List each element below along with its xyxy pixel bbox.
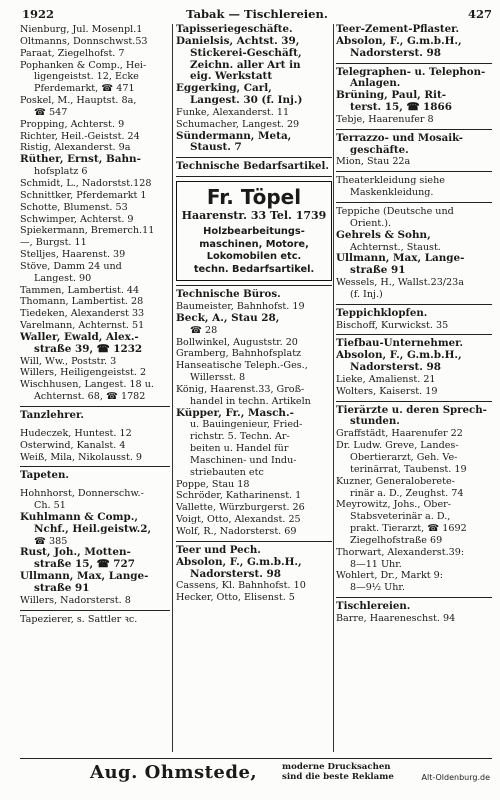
directory-entry: 8—9½ Uhr. <box>350 582 405 594</box>
directory-entry: Teppiche (Deutsche und <box>336 205 454 217</box>
directory-entry: Bollwinkel, Auguststr. 20 <box>176 336 298 348</box>
directory-entry: straße 39, ☎ 1232 <box>34 343 143 355</box>
directory-entry: Gramberg, Bahnhofsplatz <box>176 348 302 360</box>
section-heading: Technische Büros. <box>176 289 281 301</box>
directory-entry: Cassens, Kl. Bahnhofst. 10 <box>176 580 306 592</box>
directory-entry: Staust. 7 <box>190 142 242 154</box>
directory-entry: Poppe, Stau 18 <box>176 478 250 490</box>
directory-entry: Maschinen- und Indu- <box>190 454 297 466</box>
directory-entry: Schwimper, Achterst. 9 <box>20 213 134 225</box>
directory-entry: Willers, Nadorsterst. 8 <box>20 594 131 606</box>
footer-slogan-line: moderne Drucksachen <box>282 762 391 772</box>
column-middle <box>176 24 332 604</box>
directory-entry: Willersst. 8 <box>190 372 246 384</box>
directory-entry: Küpper, Fr., Masch.- <box>176 407 294 419</box>
page-header <box>22 6 492 22</box>
section-heading: geschäfte. <box>350 144 409 156</box>
column-divider <box>172 24 173 752</box>
directory-entry: Paraat, Ziegelhofst. 7 <box>20 47 125 59</box>
directory-entry: Brüning, Paul, Rit- <box>336 90 447 102</box>
section-heading: Tischlereien. <box>336 601 411 613</box>
directory-entry: Ullmann, Max, Lange- <box>336 253 465 265</box>
section-rule <box>336 597 492 598</box>
section-rule <box>336 304 492 305</box>
section-heading: Tierärzte u. deren Sprech- <box>336 404 487 416</box>
directory-entry: Eggerking, Carl, <box>176 83 272 95</box>
section-rule <box>176 541 332 542</box>
page-number: 427 <box>467 7 492 21</box>
directory-entry: striebauten etc <box>190 466 264 478</box>
section-heading: stunden. <box>350 416 400 428</box>
section-heading: Teppichklopfen. <box>336 307 428 319</box>
directory-entry: Absolon, F., G.m.b.H., <box>336 35 462 47</box>
directory-entry: Stelljes, Haarenst. 39 <box>20 249 126 261</box>
section-heading: Teer und Pech. <box>176 544 261 556</box>
directory-entry: Kuhlmann & Comp., <box>20 511 139 523</box>
directory-entry: Nadorsterst. 98 <box>350 47 441 59</box>
directory-entry: Beck, A., Stau 28, <box>176 312 280 324</box>
directory-entry: Hanseatische Teleph.-Ges., <box>176 360 308 372</box>
section-heading: Anlagen. <box>350 78 401 90</box>
directory-entry: Propping, Achterst. 9 <box>20 118 125 130</box>
directory-entry: Schotte, Blumenst. 53 <box>20 201 128 213</box>
directory-entry: hofsplatz 6 <box>34 166 88 178</box>
page-title: Tabak — Tischlereien. <box>186 7 328 21</box>
directory-entry: Lieke, Amalienst. 21 <box>336 373 436 385</box>
directory-entry: terst. 15, ☎ 1866 <box>350 102 452 114</box>
footer-slogan <box>282 762 394 782</box>
directory-entry: richstr. 5. Techn. Ar- <box>190 431 290 443</box>
section-rule <box>336 171 492 172</box>
directory-entry: Funke, Alexanderst. 11 <box>176 106 290 118</box>
directory-entry: Oltmanns, Donnschwst.53 <box>20 35 148 47</box>
ad-line: Lokomobilen etc. <box>206 251 302 263</box>
directory-entry: Rust, Joh., Motten- <box>20 547 131 559</box>
section-rule <box>20 610 170 611</box>
directory-entry: Wischhusen, Langest. 18 u. <box>20 379 154 391</box>
directory-entry: Langest. 30 (f. Inj.) <box>190 95 303 107</box>
directory-entry: Stöve, Damm 24 und <box>20 260 122 272</box>
directory-entry: Sündermann, Meta, <box>176 130 292 142</box>
directory-entry: Stickerei-Geschäft, <box>190 47 302 59</box>
directory-entry: beiten u. Handel für <box>190 443 289 455</box>
column-right <box>336 24 492 625</box>
directory-entry: Varelmann, Achternst. 51 <box>20 320 145 332</box>
directory-entry: Schnittker, Pferdemarkt 1 <box>20 189 147 201</box>
section-rule <box>336 334 492 335</box>
directory-entry: Graffstädt, Haarenufer 22 <box>336 428 463 440</box>
directory-entry: Pophanken & Comp., Hei- <box>20 59 147 71</box>
section-heading: Terrazzo- und Mosaik- <box>336 132 464 144</box>
column-divider <box>333 24 334 752</box>
directory-entry: Tebje, Haarenufer 8 <box>336 113 434 125</box>
ad-line: maschinen, Motore, <box>199 238 309 250</box>
directory-entry: Pferdemarkt, ☎ 471 <box>34 83 135 95</box>
advertisement-box <box>176 181 332 281</box>
directory-entry: Ullmann, Max, Lange- <box>20 571 149 583</box>
directory-entry: Nadorsterst. 98 <box>190 568 281 580</box>
directory-entry: Danielsis, Achtst. 39, <box>176 35 300 47</box>
directory-entry: straße 91 <box>350 265 406 277</box>
directory-entry: Tammen, Lambertist. 44 <box>20 284 140 296</box>
section-rule <box>20 466 170 467</box>
directory-entry: Schröder, Katharinenst. 1 <box>176 490 302 502</box>
section-heading: Technische Bedarfsartikel. <box>176 161 329 173</box>
directory-entry: Tiedeken, Alexanderst 33 <box>20 308 145 320</box>
directory-entry: Ristig, Alexanderst. 9a <box>20 142 131 154</box>
directory-entry: Schmidt, L., Nadorstst.128 <box>20 177 152 189</box>
directory-entry: Wohlert, Dr., Markt 9: <box>336 570 444 582</box>
directory-entry: u. Bauingenieur, Fried- <box>190 419 303 431</box>
directory-entry: Dr. Ludw. Greve, Landes- <box>336 440 459 452</box>
directory-entry: Wolters, Kaiserst. 19 <box>336 385 438 397</box>
directory-entry: Achternst., Staust. <box>350 241 441 253</box>
directory-entry: Willers, Heiligengeistst. 2 <box>20 367 147 379</box>
section-rule <box>336 202 492 203</box>
year-label: 1922 <box>22 7 55 21</box>
section-rule <box>336 401 492 402</box>
directory-entry: Absolon, F., G.m.b.H., <box>336 350 462 362</box>
directory-entry: ☎ 28 <box>190 324 218 336</box>
directory-entry: Will, Ww., Poststr. 3 <box>20 355 117 367</box>
section-heading: Tapeten. <box>20 470 69 482</box>
directory-entry: —, Burgst. 11 <box>20 237 87 249</box>
directory-entry: Schumacher, Langest. 29 <box>176 118 300 130</box>
directory-entry: terinärrat, Taubenst. 19 <box>350 463 467 475</box>
directory-entry: Weiß, Mila, Nikolausst. 9 <box>20 451 143 463</box>
directory-entry: Absolon, F., G.m.b.H., <box>176 556 302 568</box>
directory-entry: Hecker, Otto, Elisenst. 5 <box>176 592 295 604</box>
directory-entry: Baumeister, Bahnhofst. 19 <box>176 300 305 312</box>
directory-entry: ☎ 547 <box>34 106 68 118</box>
directory-entry: 8—11 Uhr. <box>350 558 402 570</box>
section-rule <box>336 129 492 130</box>
directory-entry: Richter, Heil.-Geistst. 24 <box>20 130 140 142</box>
directory-entry: Poskel, M., Hauptst. 8a, <box>20 95 137 107</box>
directory-entry: Nienburg, Jul. Mosenpl.1 <box>20 24 143 35</box>
directory-entry: Stabsveterinär a. D., <box>350 511 451 523</box>
directory-entry: straße 15, ☎ 727 <box>34 559 135 571</box>
directory-entry: prakt. Tierarzt, ☎ 1692 <box>350 523 467 535</box>
directory-entry: Wessels, H., Wallst.23/23a <box>336 277 464 289</box>
section-rule <box>176 176 332 177</box>
section-heading: Tiefbau-Unternehmer. <box>336 338 464 350</box>
directory-entry: Ziegelhofstraße 69 <box>350 534 443 546</box>
footer-slogan-line: sind die beste Reklame <box>282 772 394 782</box>
ad-address: Haarenstr. 33 Tel. 1739 <box>181 209 327 223</box>
directory-entry: Orient.). <box>350 217 392 229</box>
section-rule <box>20 406 170 407</box>
directory-entry: Meyrowitz, Johs., Ober- <box>336 499 451 511</box>
directory-entry: Maskenkleidung. <box>350 187 434 199</box>
directory-entry: Hohnhorst, Donnerschw.- <box>20 488 144 500</box>
directory-entry: (f. Inj.) <box>350 288 383 300</box>
directory-entry: ☎ 385 <box>34 535 68 547</box>
directory-entry: Voigt, Otto, Alexandst. 25 <box>176 514 301 526</box>
directory-entry: Thorwart, Alexanderst.39: <box>336 546 465 558</box>
section-rule <box>336 63 492 64</box>
directory-entry: straße 91 <box>34 582 90 594</box>
directory-entry: eig. Werkstatt <box>190 71 273 83</box>
directory-entry: Kuzner, Generaloberete- <box>336 475 455 487</box>
directory-entry: Barre, Haareneschst. 94 <box>336 612 456 624</box>
section-rule <box>176 285 332 286</box>
directory-entry: Tapezierer, s. Sattler ꝛc. <box>20 613 138 625</box>
source-credit: Alt-Oldenburg.de <box>421 773 490 782</box>
directory-entry: Nchf., Heil.geistw.2, <box>34 523 152 535</box>
ad-line: Holzbearbeitungs- <box>203 226 305 238</box>
directory-entry: Zeichn. aller Art in <box>190 59 301 71</box>
footer-advertisement <box>20 758 492 784</box>
directory-entry: Gehrels & Sohn, <box>336 229 431 241</box>
section-heading: Tanzlehrer. <box>20 410 84 421</box>
directory-entry: Rüther, Ernst, Bahn- <box>20 154 141 166</box>
directory-entry: Langest. 90 <box>34 272 92 284</box>
directory-entry: rinär a. D., Zeughst. 74 <box>350 487 464 499</box>
directory-entry: Hudeczek, Huntest. 12 <box>20 427 132 439</box>
directory-entry: Theaterkleidung siehe <box>336 175 445 187</box>
footer-firm-name: Aug. Ohmstede, <box>90 762 258 783</box>
directory-entry: Obertierarzt, Geh. Ve- <box>350 452 458 463</box>
directory-entry: Vallette, Würzburgerst. 26 <box>176 502 305 514</box>
directory-entry: Wolf, R., Nadorsterst. 69 <box>176 526 297 537</box>
column-left <box>20 24 170 626</box>
ad-firm-name: Fr. Töpel <box>206 185 302 210</box>
directory-entry: Mion, Stau 22a <box>336 156 411 168</box>
directory-entry: Waller, Ewald, Alex.- <box>20 331 139 343</box>
section-heading: Tapisseriegeschäfte. <box>176 24 293 35</box>
ad-line: techn. Bedarfsartikel. <box>193 263 315 275</box>
directory-entry: Achternst. 68, ☎ 1782 <box>34 391 146 403</box>
directory-entry: Spiekermann, Bremerch.11 <box>20 225 155 237</box>
directory-entry: Bischoff, Kurwickst. 35 <box>336 319 449 331</box>
directory-entry: König, Haarenst.33, Groß- <box>176 383 305 395</box>
directory-entry: ligengeistst. 12, Ecke <box>34 71 139 83</box>
section-rule <box>176 157 332 158</box>
section-heading: Teer-Zement-Pflaster. <box>336 24 460 35</box>
section-heading: Telegraphen- u. Telephon- <box>336 66 486 78</box>
directory-entry: Ch. 51 <box>34 500 66 512</box>
directory-entry: handel in techn. Artikeln <box>190 395 311 407</box>
directory-entry: Nadorsterst. 98 <box>350 362 441 374</box>
directory-entry: Osterwind, Kanalst. 4 <box>20 439 126 451</box>
directory-entry: Thomann, Lambertist. 28 <box>20 296 144 308</box>
